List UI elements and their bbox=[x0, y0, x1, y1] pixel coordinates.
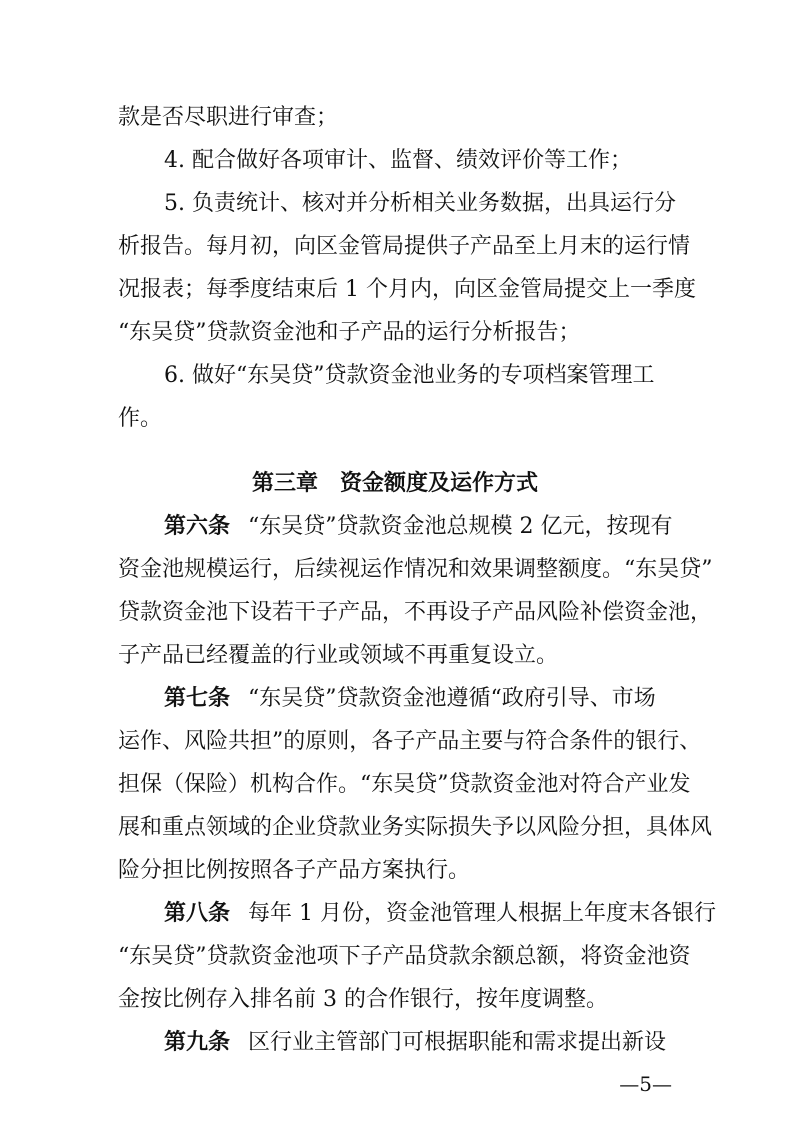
list-item-6: 6. 做好“东吴贷”贷款资金池业务的专项档案管理工 bbox=[164, 363, 655, 388]
article-6-first-line bbox=[0, 512, 790, 542]
article-label: 第六条 bbox=[164, 514, 231, 539]
article-7-first-line bbox=[0, 684, 790, 714]
text-line: 运作、风险共担”的原则，各子产品主要与符合条件的银行、 bbox=[118, 729, 702, 754]
article-8-first-line bbox=[0, 899, 790, 929]
article-label: 第九条 bbox=[164, 1030, 231, 1055]
text-line: 款是否尽职进行审查； bbox=[118, 105, 339, 130]
text-line: 资金池规模运行，后续视运作情况和效果调整额度。“东吴贷” bbox=[118, 557, 713, 582]
article-text: 每年 1 月份，资金池管理人根据上年度末各银行 bbox=[248, 901, 717, 926]
chapter-title: 第三章 资金额度及运作方式 bbox=[251, 471, 538, 496]
text-line: “东吴贷”贷款资金池项下子产品贷款余额总额，将资金池资 bbox=[118, 944, 691, 969]
text-line: 担保（保险）机构合作。“东吴贷”贷款资金池对符合产业发 bbox=[118, 772, 691, 797]
article-text: 区行业主管部门可根据职能和需求提出新设 bbox=[248, 1030, 667, 1055]
article-label: 第七条 bbox=[164, 686, 231, 711]
text-line: 析报告。每月初，向区金管局提供子产品至上月末的运行情 bbox=[118, 234, 691, 259]
text-line: 作。 bbox=[118, 406, 163, 431]
article-text: “东吴贷”贷款资金池总规模 2 亿元，按现有 bbox=[248, 514, 673, 539]
text-line: 险分担比例按照各子产品方案执行。 bbox=[118, 858, 471, 883]
text-line: 展和重点领域的企业贷款业务实际损失予以风险分担，具体风 bbox=[118, 815, 713, 840]
page-number: —5— bbox=[619, 1072, 672, 1096]
text-line: 子产品已经覆盖的行业或领域不再重复设立。 bbox=[118, 643, 559, 668]
text-line: 贷款资金池下设若干子产品，不再设子产品风险补偿资金池， bbox=[118, 600, 713, 625]
list-item-5: 5. 负责统计、核对并分析相关业务数据，出具运行分 bbox=[164, 191, 676, 216]
article-label: 第八条 bbox=[164, 901, 231, 926]
text-line: 况报表；每季度结束后 1 个月内，向区金管局提交上一季度 bbox=[118, 277, 696, 302]
list-item-4: 4. 配合做好各项审计、监督、绩效评价等工作； bbox=[164, 148, 632, 173]
text-line: 金按比例存入排名前 3 的合作银行，按年度调整。 bbox=[118, 987, 608, 1012]
article-text: “东吴贷”贷款资金池遵循“政府引导、市场 bbox=[248, 686, 656, 711]
text-line: “东吴贷”贷款资金池和子产品的运行分析报告； bbox=[118, 320, 581, 345]
article-9-first-line bbox=[0, 1028, 790, 1058]
